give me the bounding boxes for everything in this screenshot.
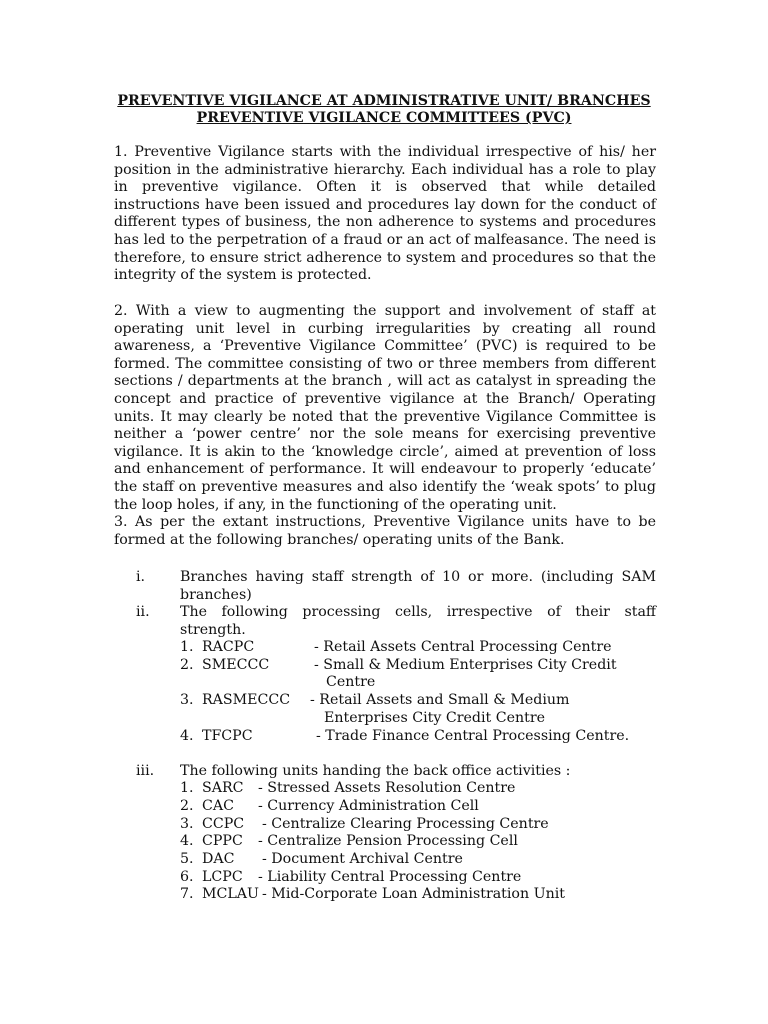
page-subtitle: PREVENTIVE VIGILANCE COMMITTEES (PVC) bbox=[196, 110, 572, 126]
back-office-unit-item bbox=[180, 851, 463, 869]
back-office-unit-item bbox=[180, 816, 549, 834]
processing-cell-item bbox=[180, 639, 612, 657]
item-abbr: RACPC bbox=[202, 639, 255, 655]
item-abbr: CCPC bbox=[202, 816, 245, 832]
item-abbr: CPPC bbox=[202, 833, 243, 849]
list-item-ii-text: The following processing cells, irrespective of their staff strength. bbox=[180, 604, 656, 638]
item-description: - Retail Assets and Small & Medium bbox=[310, 692, 570, 708]
back-office-unit-item bbox=[180, 833, 518, 851]
item-number: 3. bbox=[180, 816, 194, 832]
item-number: 4. bbox=[180, 728, 194, 744]
item-number: 5. bbox=[180, 851, 194, 867]
item-description: - Currency Administration Cell bbox=[258, 798, 479, 814]
item-abbr: CAC bbox=[202, 798, 234, 814]
item-number: 2. bbox=[180, 798, 194, 814]
item-abbr: RASMECCC bbox=[202, 692, 291, 708]
item-number: 1. bbox=[180, 639, 194, 655]
item-description: - Retail Assets Central Processing Centre bbox=[314, 639, 612, 655]
item-description-continued: Centre bbox=[326, 674, 376, 690]
list-marker-ii: ii. bbox=[136, 604, 150, 620]
back-office-unit-item bbox=[180, 869, 522, 887]
item-abbr: SMECCC bbox=[202, 657, 270, 673]
paragraph-2: 2. With a view to augmenting the support and involvement of staff at operating unit level in curbing irregularities by creating all round awareness, a ‘Preventive Vigilance Committee’ (PVC) is required to be formed. The committee consisting of two or three members from different sections / departments at the branch , will act as catalyst in spreading the concept and practice of preventive vigilance at the Branch/ Operating units. It may clearly be noted that the preventive Vigilance Committee is neither a ‘power centre’ nor the sole means for exercising preventive vigilance. It is akin to the ‘knowledge circle’, aimed at prevention of loss and enhancement of performance. It will endeavour to properly ‘educate’ the staff on preventive measures and also identify the ‘weak spots’ to plug the loop holes, if any, in the functioning of the operating unit. bbox=[114, 303, 656, 513]
list-item-iii-text: The following units handing the back office activities : bbox=[180, 763, 571, 779]
processing-cell-item bbox=[180, 657, 617, 675]
back-office-unit-item bbox=[180, 798, 479, 816]
item-description-continued: Enterprises City Credit Centre bbox=[324, 710, 545, 726]
item-abbr: MCLAU bbox=[202, 886, 260, 902]
item-number: 4. bbox=[180, 833, 194, 849]
item-number: 3. bbox=[180, 692, 194, 708]
list-marker-i: i. bbox=[136, 569, 146, 585]
item-description: - Small & Medium Enterprises City Credit bbox=[314, 657, 617, 673]
item-description: - Mid-Corporate Loan Administration Unit bbox=[262, 886, 565, 902]
item-description: - Centralize Pension Processing Cell bbox=[258, 833, 518, 849]
list-marker-iii: iii. bbox=[136, 763, 155, 779]
item-description: - Centralize Clearing Processing Centre bbox=[262, 816, 549, 832]
item-description: - Stressed Assets Resolution Centre bbox=[258, 780, 516, 796]
item-abbr: DAC bbox=[202, 851, 235, 867]
back-office-unit-item bbox=[180, 780, 516, 798]
list-item-i-text: Branches having staff strength of 10 or more. (including SAM branches) bbox=[180, 569, 656, 603]
item-number: 6. bbox=[180, 869, 194, 885]
item-description: - Document Archival Centre bbox=[262, 851, 463, 867]
page-title: PREVENTIVE VIGILANCE AT ADMINISTRATIVE UNIT/ BRANCHES bbox=[117, 93, 651, 109]
item-abbr: LCPC bbox=[202, 869, 243, 885]
back-office-unit-item bbox=[180, 886, 565, 904]
item-number: 7. bbox=[180, 886, 194, 902]
item-abbr: SARC bbox=[202, 780, 244, 796]
paragraph-3: 3. As per the extant instructions, Preventive Vigilance units have to be formed at the following branches/ operating units of the Bank. bbox=[114, 514, 656, 548]
processing-cell-item bbox=[180, 692, 570, 710]
item-number: 1. bbox=[180, 780, 194, 796]
item-abbr: TFCPC bbox=[202, 728, 253, 744]
item-number: 2. bbox=[180, 657, 194, 673]
processing-cell-item bbox=[180, 728, 630, 746]
item-description: - Trade Finance Central Processing Centre. bbox=[316, 728, 630, 744]
paragraph-1: 1. Preventive Vigilance starts with the individual irrespective of his/ her position in the administrative hierarchy. Each individual has a role to play in preventive vigilance. Often it is observed that while detailed instructions have been issued and procedures lay down for the conduct of different types of business, the non adherence to systems and procedures has led to the perpetration of a fraud or an act of malfeasance. The need is therefore, to ensure strict adherence to system and procedures so that the integrity of the system is protected. bbox=[114, 144, 656, 284]
item-description: - Liability Central Processing Centre bbox=[258, 869, 522, 885]
